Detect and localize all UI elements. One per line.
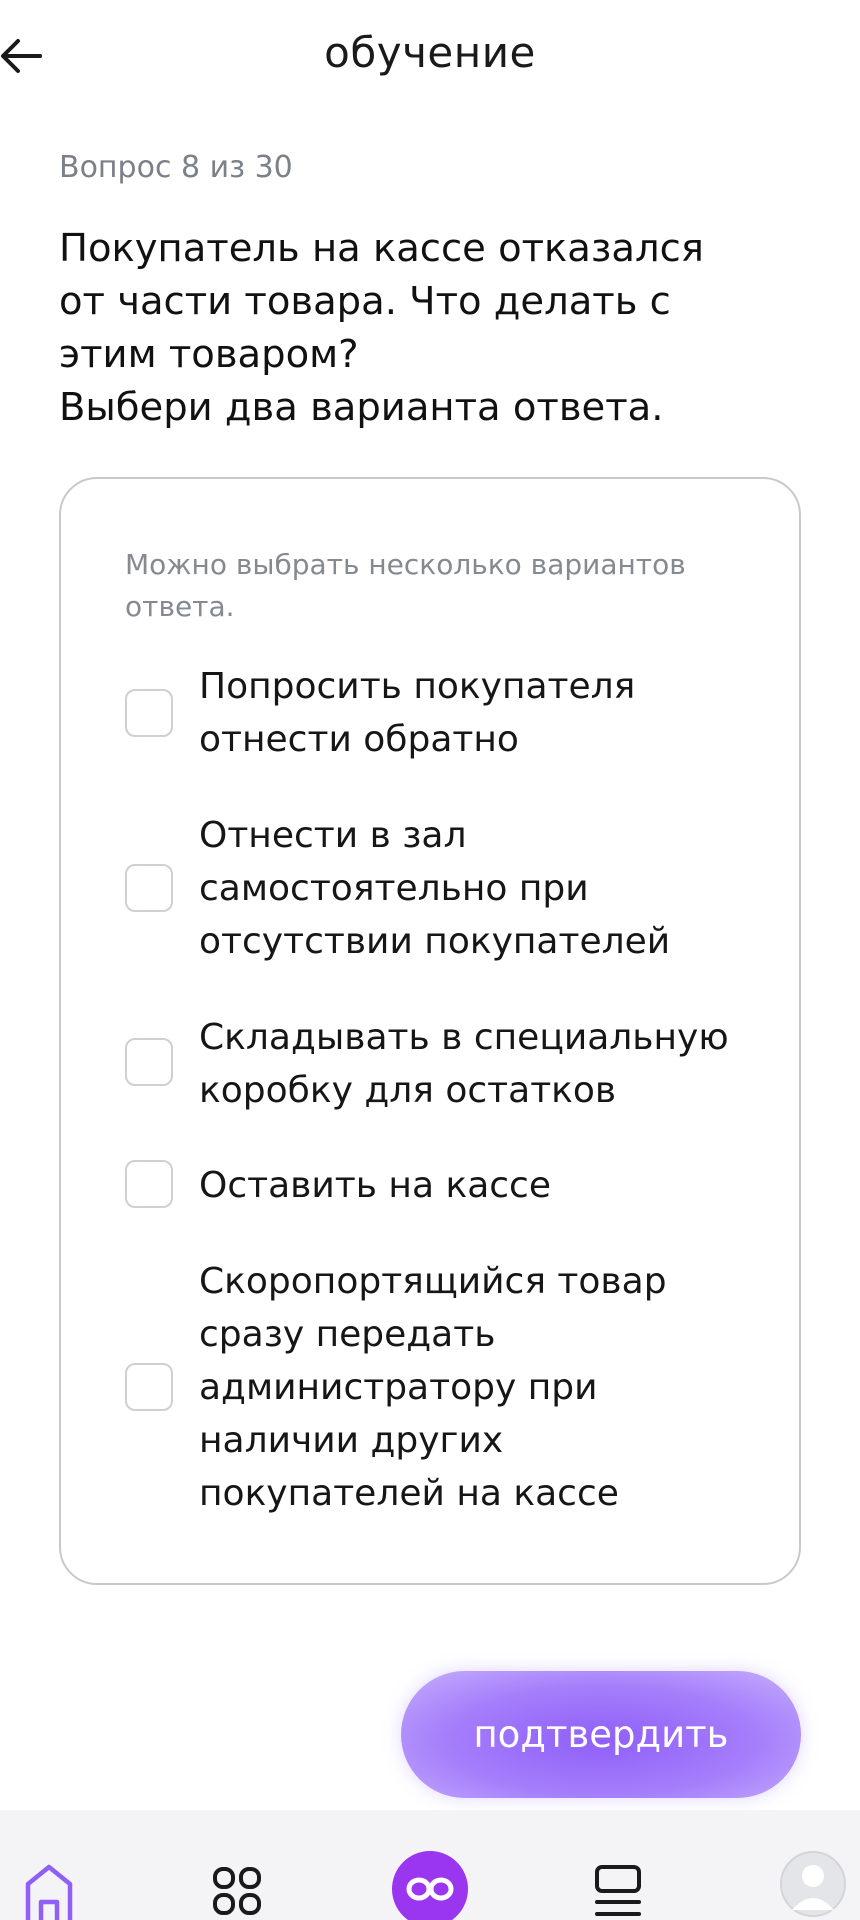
answer-option-label — [199, 1011, 799, 1117]
question-text — [59, 222, 799, 434]
infinity-icon — [391, 1850, 469, 1920]
option-line: администратору при — [199, 1367, 598, 1408]
page-title: обучение — [324, 28, 536, 77]
option-line: отсутствии покупателей — [199, 921, 671, 962]
home-icon — [20, 1862, 78, 1920]
option-line: наличии других — [199, 1420, 504, 1461]
answer-checkbox[interactable] — [125, 864, 173, 912]
option-line: сразу передать — [199, 1314, 496, 1355]
option-line: самостоятельно при — [199, 868, 589, 909]
question-line: от части товара. Что делать с — [59, 279, 671, 324]
answer-option-label — [199, 809, 799, 968]
option-line: покупателей на кассе — [199, 1473, 619, 1514]
answer-option-label — [199, 1255, 799, 1520]
question-line: Выбери два варианта ответа. — [59, 385, 664, 430]
tab-infinity[interactable] — [380, 1810, 480, 1920]
answer-checkbox[interactable] — [125, 689, 173, 737]
question-line: этим товаром? — [59, 332, 359, 377]
question-progress: Вопрос 8 из 30 — [59, 150, 293, 185]
answer-option-5[interactable] — [110, 1255, 800, 1520]
bottom-tab-bar — [0, 1810, 860, 1920]
tab-learning[interactable] — [570, 1810, 670, 1920]
answer-checkbox[interactable] — [125, 1160, 173, 1208]
option-line: отнести обратно — [199, 719, 519, 760]
option-line: коробку для остатков — [199, 1070, 617, 1111]
apps-grid-icon — [212, 1864, 262, 1920]
hint-line: ответа. — [125, 590, 235, 623]
answer-option-4[interactable] — [110, 1159, 800, 1212]
header — [0, 0, 860, 110]
confirm-button[interactable]: подтвердить — [401, 1671, 801, 1798]
tab-catalog[interactable] — [190, 1810, 290, 1920]
multiple-choice-hint — [125, 544, 765, 628]
option-line: Отнести в зал — [199, 815, 467, 856]
question-line: Покупатель на кассе отказался — [59, 226, 704, 271]
answer-option-2[interactable] — [110, 809, 800, 968]
hint-line: Можно выбрать несколько вариантов — [125, 548, 686, 581]
tab-home[interactable] — [10, 1810, 120, 1920]
profile-avatar-icon — [780, 1848, 846, 1920]
answer-option-label — [199, 660, 799, 766]
option-line: Складывать в специальную — [199, 1017, 729, 1058]
answer-option-3[interactable] — [110, 1011, 800, 1117]
learning-list-icon — [594, 1864, 644, 1920]
answer-option-1[interactable] — [110, 660, 800, 766]
tab-profile[interactable] — [760, 1810, 860, 1920]
option-line: Скоропортящийся товар — [199, 1261, 667, 1302]
answer-option-label — [199, 1159, 799, 1212]
answer-checkbox[interactable] — [125, 1038, 173, 1086]
option-line: Попросить покупателя — [199, 666, 636, 707]
answer-checkbox[interactable] — [125, 1363, 173, 1411]
option-line: Оставить на кассе — [199, 1165, 551, 1206]
